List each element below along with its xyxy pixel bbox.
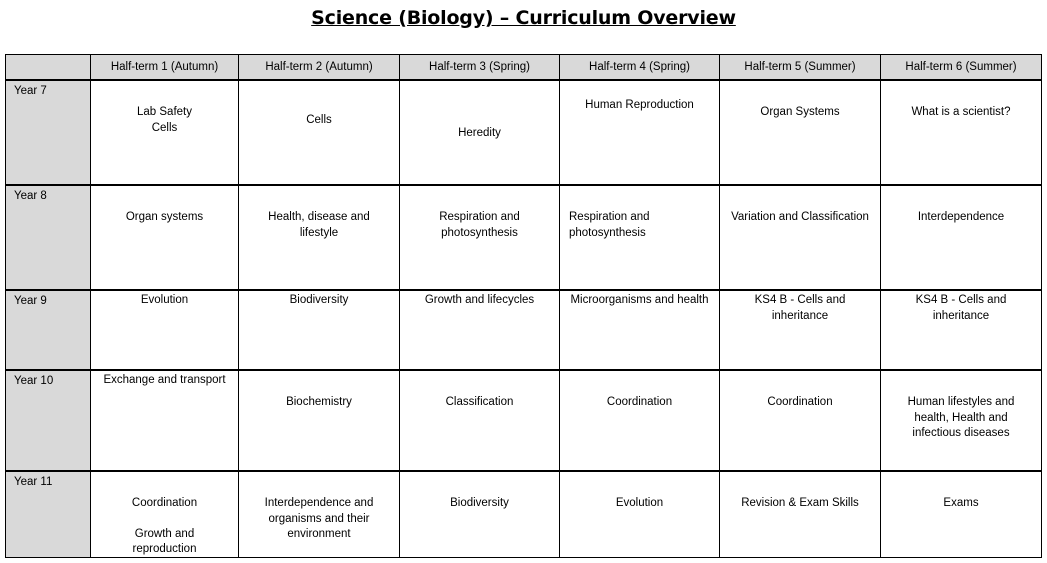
table-cell bbox=[400, 185, 560, 290]
corner-cell bbox=[6, 55, 91, 81]
table-cell bbox=[881, 80, 1042, 185]
cell-line: Human Reproduction bbox=[585, 99, 694, 111]
column-header: Half-term 2 (Autumn) bbox=[239, 55, 400, 81]
table-cell bbox=[720, 185, 881, 290]
table-cell bbox=[560, 185, 720, 290]
table-cell bbox=[560, 80, 720, 185]
table-row bbox=[6, 185, 1042, 290]
column-header: Half-term 3 (Spring) bbox=[400, 55, 560, 81]
cell-line: Respiration and bbox=[439, 211, 520, 223]
cell-line: Growth and lifecycles bbox=[424, 294, 535, 306]
table-cell bbox=[239, 370, 400, 471]
page-title: Science (Biology) – Curriculum Overview bbox=[311, 7, 736, 29]
table-cell bbox=[91, 185, 239, 290]
column-header: Half-term 5 (Summer) bbox=[720, 55, 881, 81]
table-cell bbox=[560, 370, 720, 471]
table-cell bbox=[400, 80, 560, 185]
cell-line: inheritance bbox=[771, 309, 829, 322]
cell-line: Respiration and bbox=[569, 211, 650, 223]
cell-line: Biochemistry bbox=[286, 396, 352, 408]
cell-line: health, Health and bbox=[914, 411, 1008, 424]
cell-line: Organ Systems bbox=[760, 106, 840, 118]
curriculum-table bbox=[5, 54, 1042, 558]
row-header: Year 10 bbox=[6, 370, 91, 471]
table-row bbox=[6, 290, 1042, 370]
table-cell bbox=[881, 290, 1042, 370]
cell-line: Organ systems bbox=[125, 211, 204, 223]
cell-line: Health, disease and bbox=[268, 211, 370, 223]
table-cell bbox=[881, 185, 1042, 290]
cell-line: photosynthesis bbox=[569, 226, 646, 239]
table-cell bbox=[720, 290, 881, 370]
table-row bbox=[6, 471, 1042, 557]
cell-line: reproduction bbox=[132, 543, 197, 555]
cell-line: Coordination bbox=[606, 396, 673, 408]
table-cell bbox=[400, 471, 560, 557]
cell-line: Microorganisms and health bbox=[570, 294, 709, 306]
table-cell bbox=[91, 80, 239, 185]
cell-line: lifestyle bbox=[299, 226, 339, 239]
cell-line: Evolution bbox=[615, 497, 664, 509]
cell-line: Classification bbox=[445, 396, 514, 408]
cell-line: Biodiversity bbox=[289, 294, 349, 306]
cell-line: Cells bbox=[151, 121, 178, 134]
cell-line: Human lifestyles and bbox=[907, 396, 1015, 408]
cell-line: Exchange and transport bbox=[103, 374, 226, 386]
table-cell bbox=[400, 290, 560, 370]
cell-line: organisms and their bbox=[268, 512, 370, 525]
cell-line: Coordination bbox=[767, 396, 833, 408]
table-cell bbox=[720, 370, 881, 471]
cell-line: Evolution bbox=[140, 294, 189, 306]
table-cell bbox=[239, 185, 400, 290]
column-header: Half-term 4 (Spring) bbox=[560, 55, 720, 81]
table-cell bbox=[881, 471, 1042, 557]
cell-line: Revision & Exam Skills bbox=[741, 497, 859, 509]
cell-line: photosynthesis bbox=[441, 226, 518, 239]
table-cell bbox=[239, 471, 400, 557]
cell-line: environment bbox=[287, 528, 351, 540]
column-header: Half-term 1 (Autumn) bbox=[91, 55, 239, 81]
cell-line: Interdependence and bbox=[264, 497, 374, 509]
cell-line: Exams bbox=[943, 497, 979, 509]
table-cell bbox=[239, 80, 400, 185]
table-cell bbox=[720, 80, 881, 185]
row-header: Year 7 bbox=[6, 80, 91, 185]
table-cell bbox=[239, 290, 400, 370]
table-cell bbox=[91, 290, 239, 370]
row-header: Year 9 bbox=[6, 290, 91, 370]
cell-line: inheritance bbox=[932, 309, 990, 322]
column-header: Half-term 6 (Summer) bbox=[881, 55, 1042, 81]
table-cell bbox=[560, 471, 720, 557]
table-row bbox=[6, 80, 1042, 185]
cell-line: Heredity bbox=[458, 127, 501, 139]
table-cell bbox=[881, 370, 1042, 471]
table-cell bbox=[91, 370, 239, 471]
cell-line: infectious diseases bbox=[912, 427, 1010, 439]
table-cell bbox=[91, 471, 239, 557]
table-row bbox=[6, 370, 1042, 471]
cell-line: Lab Safety bbox=[137, 106, 192, 118]
row-header: Year 8 bbox=[6, 185, 91, 290]
table-cell bbox=[720, 471, 881, 557]
table-cell bbox=[400, 370, 560, 471]
cell-line: Biodiversity bbox=[450, 497, 509, 509]
cell-line: Cells bbox=[306, 114, 332, 126]
cell-line: What is a scientist? bbox=[911, 106, 1011, 118]
cell-line: KS4 B - Cells and bbox=[754, 294, 846, 306]
header-row bbox=[6, 55, 1042, 81]
cell-line: KS4 B - Cells and bbox=[915, 294, 1007, 306]
row-header: Year 11 bbox=[6, 471, 91, 557]
cell-line: Interdependence bbox=[917, 211, 1005, 223]
cell-line: Growth and bbox=[134, 527, 195, 540]
table-cell bbox=[560, 290, 720, 370]
cell-line: Coordination bbox=[131, 497, 198, 509]
cell-line: Variation and Classification bbox=[731, 211, 869, 223]
